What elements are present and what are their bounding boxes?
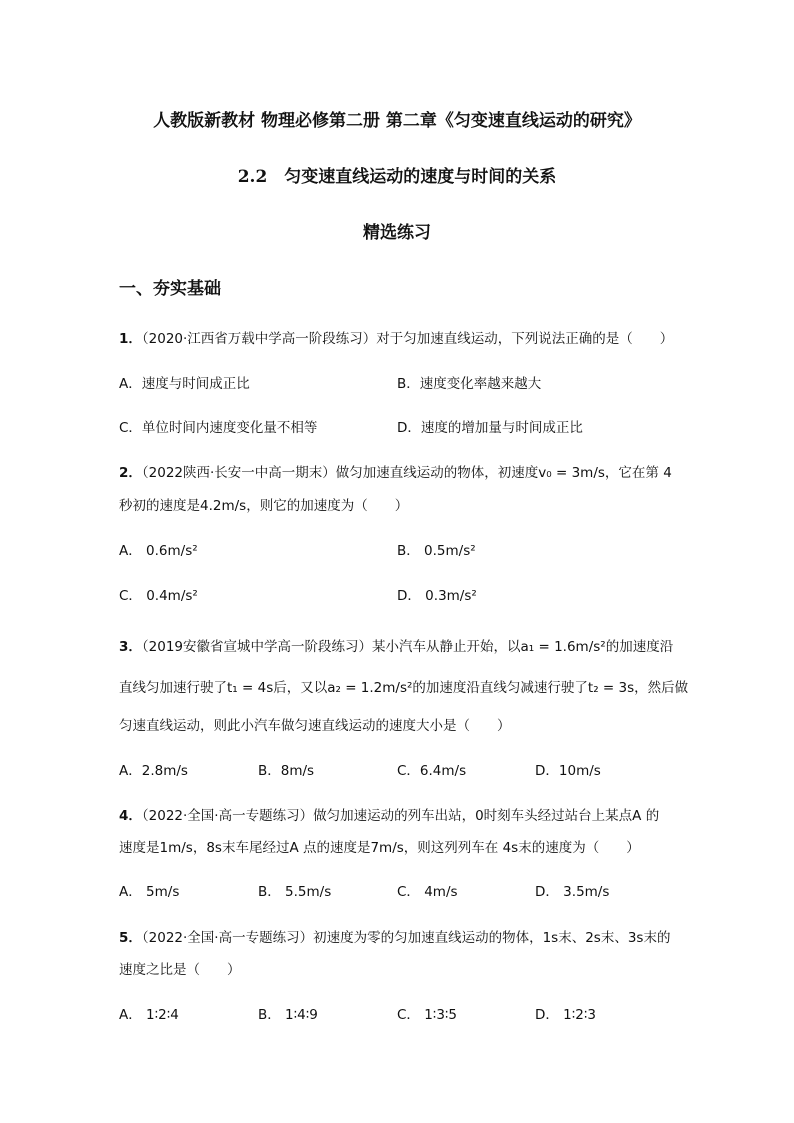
q1-option-b: B．速度变化率越来越大: [397, 376, 542, 392]
q5-option-a: A． 1∶2∶4: [119, 1007, 179, 1023]
q4-option-c: C． 4m/s: [397, 884, 458, 900]
q3-option-a: A．2.8m/s: [119, 763, 188, 779]
q2-option-c: C． 0.4m/s²: [119, 588, 198, 604]
question-number: 1．: [119, 331, 142, 347]
question-1: [119, 327, 673, 347]
question-number: 2．: [119, 465, 142, 481]
question-number: 3．: [119, 639, 142, 655]
q3-option-d: D．10m/s: [535, 763, 601, 779]
question-3: [119, 635, 673, 655]
question-5: [119, 926, 670, 946]
q1-option-c: C．单位时间内速度变化量不相等: [119, 420, 318, 436]
question-text: （2019安徽省宣城中学高一阶段练习）某小汽车从静止开始，以a₁ = 1.6m/s²的加速度沿: [141, 639, 674, 655]
question-text: （2022陕西·长安一中高一期末）做匀加速直线运动的物体，初速度v₀ = 3m/s，它在第 4: [141, 465, 672, 481]
question-4-line-2: 速度是1m/s，8s末车尾经过A 点的速度是7m/s，则这列列车在 4s末的速度为（ ）: [119, 840, 640, 856]
q4-option-d: D． 3.5m/s: [535, 884, 610, 900]
q3-option-b: B．8m/s: [258, 763, 315, 779]
q2-option-b: B． 0.5m/s²: [397, 543, 476, 559]
subtitle: 精选练习: [363, 223, 431, 243]
question-number: 4．: [119, 808, 142, 824]
question-2: [119, 461, 672, 481]
question-text: （2022·全国·高一专题练习）做匀加速运动的列车出站，0时刻车头经过站台上某点A 的: [141, 808, 660, 824]
question-number: 5．: [119, 930, 142, 946]
q1-option-d: D．速度的增加量与时间成正比: [397, 420, 583, 436]
question-4: [119, 804, 659, 824]
q5-option-b: B． 1∶4∶9: [258, 1007, 318, 1023]
doc-title: 人教版新教材 物理必修第二册 第二章《匀变速直线运动的研究》: [153, 111, 641, 131]
q4-option-b: B． 5.5m/s: [258, 884, 332, 900]
section-heading: 一、夯实基础: [119, 279, 221, 299]
q4-option-a: A． 5m/s: [119, 884, 180, 900]
q1-option-a: A．速度与时间成正比: [119, 376, 250, 392]
lesson-title: 2.2 匀变速直线运动的速度与时间的关系: [237, 167, 557, 187]
question-5-line-2: 速度之比是（ ）: [119, 962, 241, 978]
question-3-line-2: 直线匀加速行驶了t₁ = 4s后，又以a₂ = 1.2m/s²的加速度沿直线匀减速行驶了t₂ = 3s，然后做: [119, 680, 689, 696]
q2-option-a: A． 0.6m/s²: [119, 543, 198, 559]
q2-option-d: D． 0.3m/s²: [397, 588, 477, 604]
q5-option-d: D． 1∶2∶3: [535, 1007, 596, 1023]
question-2-line-2: 秒初的速度是4.2m/s，则它的加速度为（ ）: [119, 498, 409, 514]
q3-option-c: C．6.4m/s: [397, 763, 467, 779]
question-3-line-3: 匀速直线运动，则此小汽车做匀速直线运动的速度大小是（ ）: [119, 718, 511, 734]
question-text: （2020·江西省万载中学高一阶段练习）对于匀加速直线运动，下列说法正确的是（ ）: [141, 331, 674, 347]
q5-option-c: C． 1∶3∶5: [397, 1007, 458, 1023]
question-text: （2022·全国·高一专题练习）初速度为零的匀加速直线运动的物体，1s末、2s末、3s末的: [141, 930, 671, 946]
